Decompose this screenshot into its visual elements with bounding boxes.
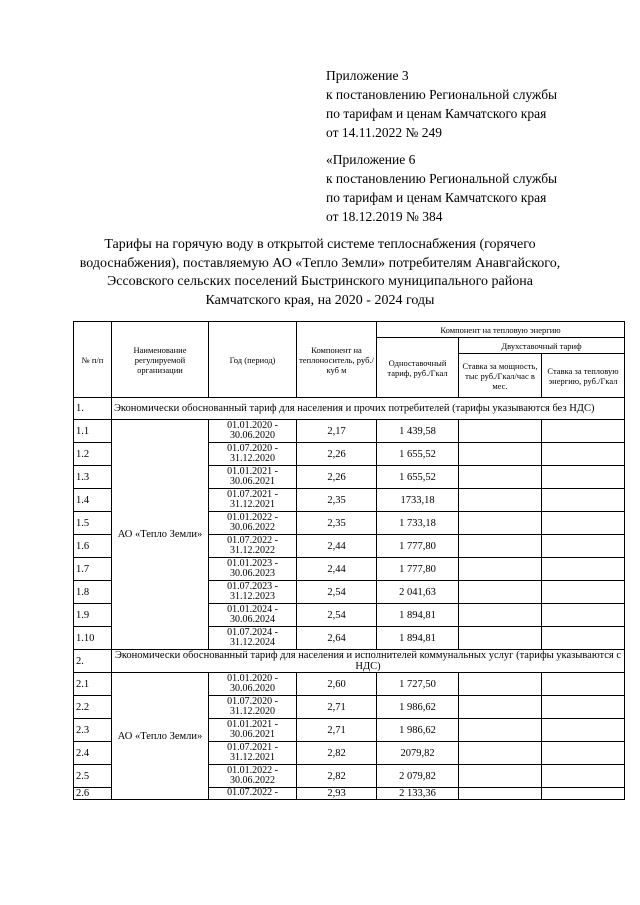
row-num: 2.5 bbox=[74, 765, 112, 788]
row-num: 1.8 bbox=[74, 581, 112, 604]
single-rate-cell: 1 777,80 bbox=[377, 558, 459, 581]
appendix-line: к постановлению Региональной службы bbox=[326, 171, 558, 186]
energy-rate-cell bbox=[542, 788, 625, 800]
appendix-line: по тарифам и ценам Камчатского края bbox=[326, 190, 547, 205]
appendix-line: Приложение 3 bbox=[326, 68, 409, 83]
period-cell: 01.07.2022 - 31.12.2022 bbox=[209, 535, 297, 558]
row-num: 2.3 bbox=[74, 719, 112, 742]
header-capacity-rate: Ставка за мощность, тыс руб./Гкал/час в мес. bbox=[459, 354, 542, 398]
energy-rate-cell bbox=[542, 466, 625, 489]
carrier-cell: 2,82 bbox=[297, 742, 377, 765]
row-num: 2.6 bbox=[74, 788, 112, 800]
capacity-cell bbox=[459, 627, 542, 650]
appendix-line: к постановлению Региональной службы bbox=[326, 87, 558, 102]
capacity-cell bbox=[459, 719, 542, 742]
carrier-cell: 2,44 bbox=[297, 535, 377, 558]
org-name: АО «Тепло Земли» bbox=[112, 673, 209, 800]
table-row bbox=[74, 673, 625, 696]
appendix-3-block bbox=[326, 66, 557, 142]
period-cell: 01.01.2020 - 30.06.2020 bbox=[209, 673, 297, 696]
period-cell: 01.07.2024 - 31.12.2024 bbox=[209, 627, 297, 650]
header-two-part: Двухставочный тариф bbox=[459, 338, 625, 354]
period-cell: 01.07.2021 - 31.12.2021 bbox=[209, 742, 297, 765]
section-1-num: 1. bbox=[74, 398, 112, 420]
capacity-cell bbox=[459, 696, 542, 719]
single-rate-cell: 2 041,63 bbox=[377, 581, 459, 604]
period-cell: 01.01.2021 - 30.06.2021 bbox=[209, 719, 297, 742]
capacity-cell bbox=[459, 673, 542, 696]
row-num: 2.2 bbox=[74, 696, 112, 719]
energy-rate-cell bbox=[542, 719, 625, 742]
period-cell: 01.07.2020 - 31.12.2020 bbox=[209, 696, 297, 719]
header-single-rate: Одноставочный тариф, руб./Гкал bbox=[377, 338, 459, 398]
single-rate-cell: 1 894,81 bbox=[377, 627, 459, 650]
row-num: 1.3 bbox=[74, 466, 112, 489]
single-rate-cell: 1 986,62 bbox=[377, 696, 459, 719]
energy-rate-cell bbox=[542, 742, 625, 765]
carrier-cell: 2,26 bbox=[297, 466, 377, 489]
carrier-cell: 2,35 bbox=[297, 489, 377, 512]
row-num: 1.4 bbox=[74, 489, 112, 512]
single-rate-cell: 1733,18 bbox=[377, 489, 459, 512]
period-cell: 01.07.2022 - bbox=[209, 788, 297, 800]
capacity-cell bbox=[459, 489, 542, 512]
energy-rate-cell bbox=[542, 420, 625, 443]
row-num: 1.7 bbox=[74, 558, 112, 581]
carrier-cell: 2,54 bbox=[297, 581, 377, 604]
single-rate-cell: 1 894,81 bbox=[377, 604, 459, 627]
section-2-title: Экономически обоснованный тариф для населения и исполнителей коммунальных услуг (тарифы указываются с НДС) bbox=[112, 650, 625, 673]
carrier-cell: 2,82 bbox=[297, 765, 377, 788]
capacity-cell bbox=[459, 604, 542, 627]
document-title bbox=[70, 236, 570, 310]
energy-rate-cell bbox=[542, 443, 625, 466]
energy-rate-cell bbox=[542, 696, 625, 719]
single-rate-cell: 1 655,52 bbox=[377, 466, 459, 489]
single-rate-cell: 1 655,52 bbox=[377, 443, 459, 466]
table-row bbox=[74, 420, 625, 443]
row-num: 1.10 bbox=[74, 627, 112, 650]
period-cell: 01.01.2023 - 30.06.2023 bbox=[209, 558, 297, 581]
single-rate-cell: 2 133,36 bbox=[377, 788, 459, 800]
energy-rate-cell bbox=[542, 558, 625, 581]
row-num: 1.5 bbox=[74, 512, 112, 535]
capacity-cell bbox=[459, 742, 542, 765]
title-line: Тарифы на горячую воду в открытой системе теплоснабжения (горячего bbox=[104, 237, 536, 252]
tariff-table bbox=[73, 321, 625, 800]
single-rate-cell: 1 733,18 bbox=[377, 512, 459, 535]
appendix-line: от 14.11.2022 № 249 bbox=[326, 125, 442, 140]
capacity-cell bbox=[459, 788, 542, 800]
section-1-title: Экономически обоснованный тариф для населения и прочих потребителей (тарифы указываются без НДС) bbox=[112, 398, 625, 420]
header-org: Наименование регулируемой организации bbox=[112, 322, 209, 398]
single-rate-cell: 2079,82 bbox=[377, 742, 459, 765]
capacity-cell bbox=[459, 466, 542, 489]
appendix-line: от 18.12.2019 № 384 bbox=[326, 209, 443, 224]
period-cell: 01.07.2020 - 31.12.2020 bbox=[209, 443, 297, 466]
energy-rate-cell bbox=[542, 604, 625, 627]
period-cell: 01.01.2021 - 30.06.2021 bbox=[209, 466, 297, 489]
single-rate-cell: 2 079,82 bbox=[377, 765, 459, 788]
appendix-line: «Приложение 6 bbox=[326, 152, 416, 167]
period-cell: 01.01.2022 - 30.06.2022 bbox=[209, 512, 297, 535]
appendix-6-block bbox=[326, 150, 557, 226]
carrier-cell: 2,35 bbox=[297, 512, 377, 535]
row-num: 1.2 bbox=[74, 443, 112, 466]
single-rate-cell: 1 777,80 bbox=[377, 535, 459, 558]
energy-rate-cell bbox=[542, 765, 625, 788]
appendix-line: по тарифам и ценам Камчатского края bbox=[326, 106, 547, 121]
energy-rate-cell bbox=[542, 489, 625, 512]
title-line: водоснабжения), поставляемую АО «Тепло Земли» потребителям Анавгайского, bbox=[79, 255, 561, 271]
header-energy-rate: Ставка за тепловую энергию, руб./Гкал bbox=[542, 354, 625, 398]
row-num: 1.6 bbox=[74, 535, 112, 558]
carrier-cell: 2,60 bbox=[297, 673, 377, 696]
row-num: 2.4 bbox=[74, 742, 112, 765]
carrier-cell: 2,71 bbox=[297, 696, 377, 719]
row-num: 1.9 bbox=[74, 604, 112, 627]
energy-rate-cell bbox=[542, 581, 625, 604]
carrier-cell: 2,93 bbox=[297, 788, 377, 800]
period-cell: 01.07.2021 - 31.12.2021 bbox=[209, 489, 297, 512]
energy-rate-cell bbox=[542, 512, 625, 535]
period-cell: 01.01.2020 - 30.06.2020 bbox=[209, 420, 297, 443]
single-rate-cell: 1 986,62 bbox=[377, 719, 459, 742]
carrier-cell: 2,17 bbox=[297, 420, 377, 443]
single-rate-cell: 1 727,50 bbox=[377, 673, 459, 696]
row-num: 1.1 bbox=[74, 420, 112, 443]
section-row bbox=[74, 650, 625, 673]
single-rate-cell: 1 439,58 bbox=[377, 420, 459, 443]
header-num: № п/п bbox=[74, 322, 112, 398]
capacity-cell bbox=[459, 581, 542, 604]
org-name: АО «Тепло Земли» bbox=[112, 420, 209, 650]
carrier-cell: 2,44 bbox=[297, 558, 377, 581]
title-line: Эссовского сельских поселений Быстринского муниципального района bbox=[107, 274, 533, 289]
carrier-cell: 2,64 bbox=[297, 627, 377, 650]
energy-rate-cell bbox=[542, 535, 625, 558]
period-cell: 01.01.2024 - 30.06.2024 bbox=[209, 604, 297, 627]
capacity-cell bbox=[459, 443, 542, 466]
period-cell: 01.01.2022 - 30.06.2022 bbox=[209, 765, 297, 788]
title-line: Камчатского края, на 2020 - 2024 годы bbox=[205, 292, 435, 308]
row-num: 2.1 bbox=[74, 673, 112, 696]
energy-rate-cell bbox=[542, 627, 625, 650]
capacity-cell bbox=[459, 420, 542, 443]
capacity-cell bbox=[459, 535, 542, 558]
capacity-cell bbox=[459, 558, 542, 581]
capacity-cell bbox=[459, 765, 542, 788]
capacity-cell bbox=[459, 512, 542, 535]
carrier-cell: 2,54 bbox=[297, 604, 377, 627]
period-cell: 01.07.2023 - 31.12.2023 bbox=[209, 581, 297, 604]
section-2-num: 2. bbox=[74, 650, 112, 673]
header-energy: Компонент на тепловую энергию bbox=[377, 322, 625, 338]
header-period: Год (период) bbox=[209, 322, 297, 398]
header-carrier: Компонент на теплоноситель, руб./куб м bbox=[297, 322, 377, 398]
carrier-cell: 2,71 bbox=[297, 719, 377, 742]
energy-rate-cell bbox=[542, 673, 625, 696]
carrier-cell: 2,26 bbox=[297, 443, 377, 466]
